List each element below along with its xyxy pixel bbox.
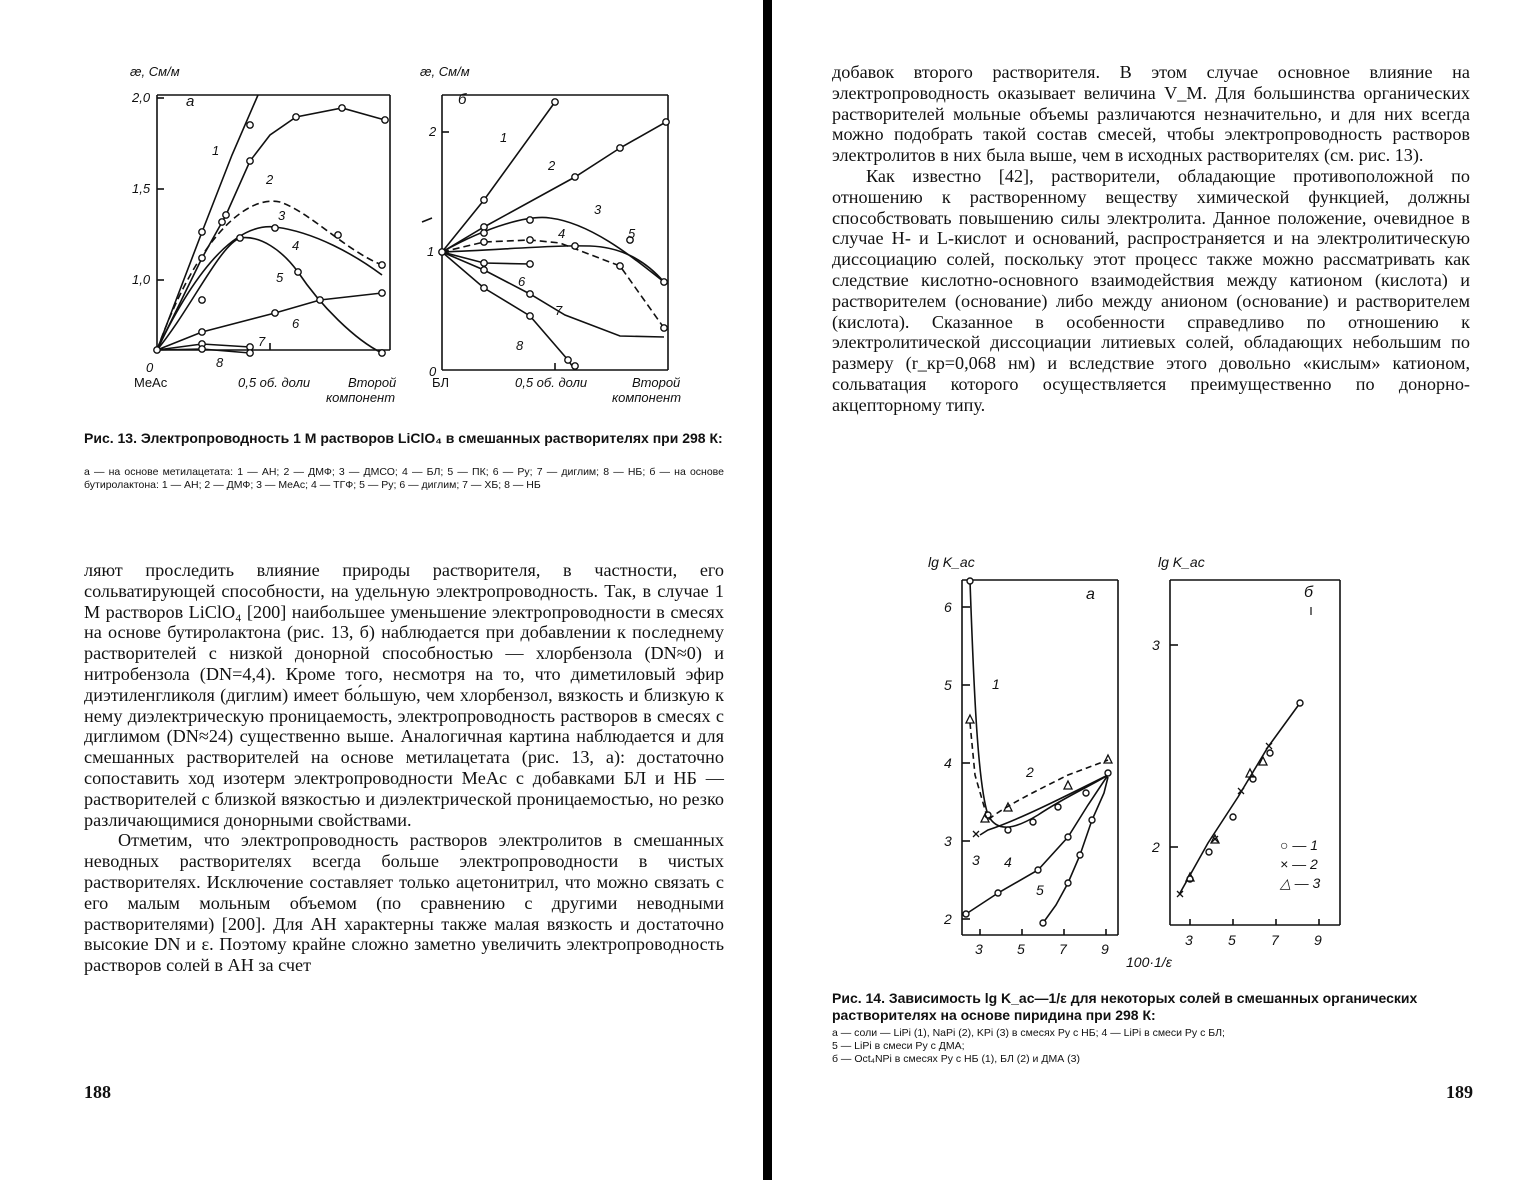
svg-text:компонент: компонент <box>326 390 396 405</box>
figure-14-caption-legend-2: 5 — LiPi в смеси Ру с ДМА; <box>832 1040 965 1052</box>
fig13a-ytick-0: 0 <box>146 360 154 375</box>
fig14b-xtick-7: 7 <box>1271 932 1279 948</box>
figure-14-caption-legend-1: а — соли — LiPi (1), NaPi (2), KPi (3) в смесях Ру с НБ; 4 — LiPi в смеси Ру с БЛ; <box>832 1027 1225 1039</box>
fig13a-x-start-label: MeAc <box>134 375 168 390</box>
book-spine <box>763 0 772 1180</box>
fig13b-curve-3-label: 3 <box>594 202 602 217</box>
fig14a-xtick-3: 3 <box>975 941 983 957</box>
fig14a-xtick-5: 5 <box>1017 941 1025 957</box>
fig13a-curve-1-label: 1 <box>212 143 220 158</box>
fig14a-ytick-2: 2 <box>944 911 952 927</box>
left-paragraph-1: ляют проследить влияние природы растворителя, в частности, его сольватирующей способности, на удельную электропроводность. Так, в случае 1 М растворов LiClO₄ [200] наибольшее уменьшение электропроводности в смесях на основе бутиролактона (рис. 13, б) наблюдается при добавлении к последнему растворителей с низкой донорной способностью — хлорбензола (DN≈0) и нитробензола (DN=4,4). Кроме того, несмотря на то, что диметиловый эфир диэтиленгликоля (диглим) имеет бо́льшую, чем хлорбензол, вязкость и близкую к нему диэлектрическую проницаемость, электропроводность растворов в смесях с диглимом (DN≈24) существенно выше. Аналогичная картина наблюдается и для смешанных растворителей на основе метилацетата (рис. 13, а): достаточно сопоставить ход изотерм электропроводности MeAc с добавками БЛ и НБ — растворителей с близкой вязкостью и диэлектрической проницаемостью, но резко различающимися донорными свойствами. <box>84 560 724 830</box>
fig14a-panel-letter: а <box>1086 586 1095 603</box>
figure-13-caption-legend: а — на основе метилацетата: 1 — АН; 2 — ДМФ; 3 — ДМСО; 4 — БЛ; 5 — ПК; 6 — Ру; 7 — диглим; 8 — НБ; б — на основе бутиролактона: 1 — АН; 2 — ДМФ; 3 — MeAc; 4 — ТГФ; 5 — Ру; 6 — диглим; 7 — ХБ; 8 — НБ <box>84 466 724 491</box>
fig14b-legend-item-3: △ — 3 <box>1280 875 1321 891</box>
fig14a-curve-5-label: 5 <box>1036 882 1044 898</box>
right-body-text <box>832 62 1470 416</box>
fig13b-ytick-1: 1 <box>427 244 435 259</box>
figure-14-caption-title: Рис. 14. Зависимость lg K_ac—1/ε для некоторых солей в смешанных органических растворителях на основе пиридина при 298 К: <box>832 990 1418 1023</box>
fig13b-curve-1-label: 1 <box>500 130 508 145</box>
figure-14-panel-b <box>1126 554 1340 970</box>
fig13b-x-start-label: БЛ <box>432 375 450 390</box>
fig13b-curve-5-label: 5 <box>628 226 636 241</box>
fig14a-y-axis-label: lg K_ac <box>928 554 975 570</box>
fig14b-ytick-3: 3 <box>1152 637 1160 653</box>
fig14a-ytick-5: 5 <box>944 677 952 693</box>
fig13b-y-axis-label: æ, См/м <box>420 64 470 79</box>
fig13a-x-mid-label: 0,5 об. доли <box>238 375 311 390</box>
right-paragraph-1: добавок второго растворителя. В этом случае основное влияние на электропроводность оказывает величина V_M. Для большинства органических растворителей мольные объемы различаются незначительно, и для них всегда можно подобрать такой состав смесей, чтобы электропроводность растворов электролитов в них была выше, чем в исходных растворителях (см. рис. 13). <box>832 62 1470 166</box>
fig13a-curve-2-label: 2 <box>266 172 274 187</box>
fig14b-legend-item-1: ○ — 1 <box>1280 837 1319 853</box>
right-page <box>778 0 1537 1180</box>
fig14b-xtick-3: 3 <box>1185 932 1193 948</box>
figure-14 <box>908 545 1388 975</box>
fig14b-x-axis-label: 100·1/ε <box>1126 954 1172 970</box>
fig14a-curve-3-label: 3 <box>972 852 980 868</box>
figure-14-panel-a <box>928 554 1118 957</box>
svg-text:компонент: компонент <box>612 390 682 405</box>
fig13b-ytick-2: 2 <box>429 124 437 139</box>
fig14b-y-axis-label: lg K_ac <box>1158 554 1205 570</box>
fig14a-xtick-7: 7 <box>1059 941 1067 957</box>
fig14a-ytick-3: 3 <box>944 833 952 849</box>
fig14a-ytick-4: 4 <box>944 755 952 771</box>
figure-13-caption-title: Рис. 13. Электропроводность 1 М растворов LiClO₄ в смешанных растворителях при 298 К: <box>84 430 723 446</box>
fig13a-panel-letter: а <box>186 93 195 110</box>
fig13a-curve-8-label: 8 <box>216 355 224 370</box>
figure-13 <box>120 60 710 415</box>
fig13a-curve-4-label: 4 <box>292 238 300 253</box>
fig13a-curve-7-label: 7 <box>258 334 266 349</box>
fig14a-curve-2-label: 2 <box>1026 764 1034 780</box>
fig13b-ytick-0: 0 <box>429 364 437 379</box>
right-paragraph-2: Как известно [42], растворители, обладающие противоположной по отношению к растворенному веществу химической функцией, должны способствовать повышению силы электролита. Данное положение, очевидное в случае Н- и L-кислот и оснований, распространяется и на электролитическую диссоциацию солей, поскольку этот процесс также можно рассматривать как следствие кислотно-основного взаимодействия между катионом (кислота) и растворителем (основание) либо между анионом (основание) и растворителем (кислота). Сказанное в особенности справедливо по отношению к электролитической диссоциации литиевых солей, обладающих небольшим по размеру (r_кр=0,068 нм) и вследствие этого довольно «кислым» катионом, сольватация которого осуществляется преимущественно по донорно-акцепторному типу. <box>832 165 1470 415</box>
right-page-number: 189 <box>1446 1082 1473 1102</box>
svg-text:Второй: Второй <box>348 375 397 390</box>
figure-14-caption-legend-3: б — Oct₄NPi в смесях Ру с НБ (1), БЛ (2) и ДМА (3) <box>832 1053 1080 1065</box>
fig14a-curve-1-label: 1 <box>992 676 1000 692</box>
fig13b-curve-2-label: 2 <box>548 158 556 173</box>
fig13b-curve-7-label: 7 <box>555 303 563 318</box>
fig14b-panel-letter: б <box>1304 584 1313 601</box>
fig13a-curve-3-label: 3 <box>278 208 286 223</box>
fig13b-curve-4-label: 4 <box>558 226 566 241</box>
figure-13-panel-b <box>420 64 681 405</box>
fig14a-curve-4-label: 4 <box>1004 854 1012 870</box>
fig14a-xtick-9: 9 <box>1101 941 1109 957</box>
fig13a-ytick-1: 1,0 <box>132 272 151 287</box>
figure-13-panel-a <box>130 64 396 405</box>
fig14a-ytick-6: 6 <box>944 599 952 615</box>
fig13a-curve-6-label: 6 <box>292 316 300 331</box>
fig13b-panel-letter: б <box>458 91 467 108</box>
fig13a-ytick-1-5: 1,5 <box>132 181 151 196</box>
fig13b-curve-8-label: 8 <box>516 338 524 353</box>
fig13b-x-mid-label: 0,5 об. доли <box>515 375 588 390</box>
left-page-number: 188 <box>84 1082 111 1102</box>
fig13a-y-axis-label: æ, См/м <box>130 64 180 79</box>
fig13b-curve-6-label: 6 <box>518 274 526 289</box>
svg-text:Второй: Второй <box>632 375 681 390</box>
fig13a-curve-5-label: 5 <box>276 270 284 285</box>
fig14b-legend-item-2: × — 2 <box>1280 856 1318 872</box>
fig14b-ytick-2: 2 <box>1152 839 1160 855</box>
left-paragraph-2: Отметим, что электропроводность растворов электролитов в смешанных неводных растворителях всегда больше электропроводности в чистых растворителях. Исключение составляет только ацетонитрил, что можно связать с его малым мольным объемом (по сравнению с другими неводными растворителями) [200]. Для АН характерны также малая вязкость и достаточно высокие DN и ε. Поэтому крайне сложно заметно увеличить электропроводность растворов солей в АН за счет <box>84 830 724 976</box>
fig14b-xtick-5: 5 <box>1228 932 1236 948</box>
left-body-text <box>84 560 724 976</box>
left-page <box>0 0 760 1180</box>
fig14b-xtick-9: 9 <box>1314 932 1322 948</box>
fig13a-ytick-2: 2,0 <box>132 90 151 105</box>
